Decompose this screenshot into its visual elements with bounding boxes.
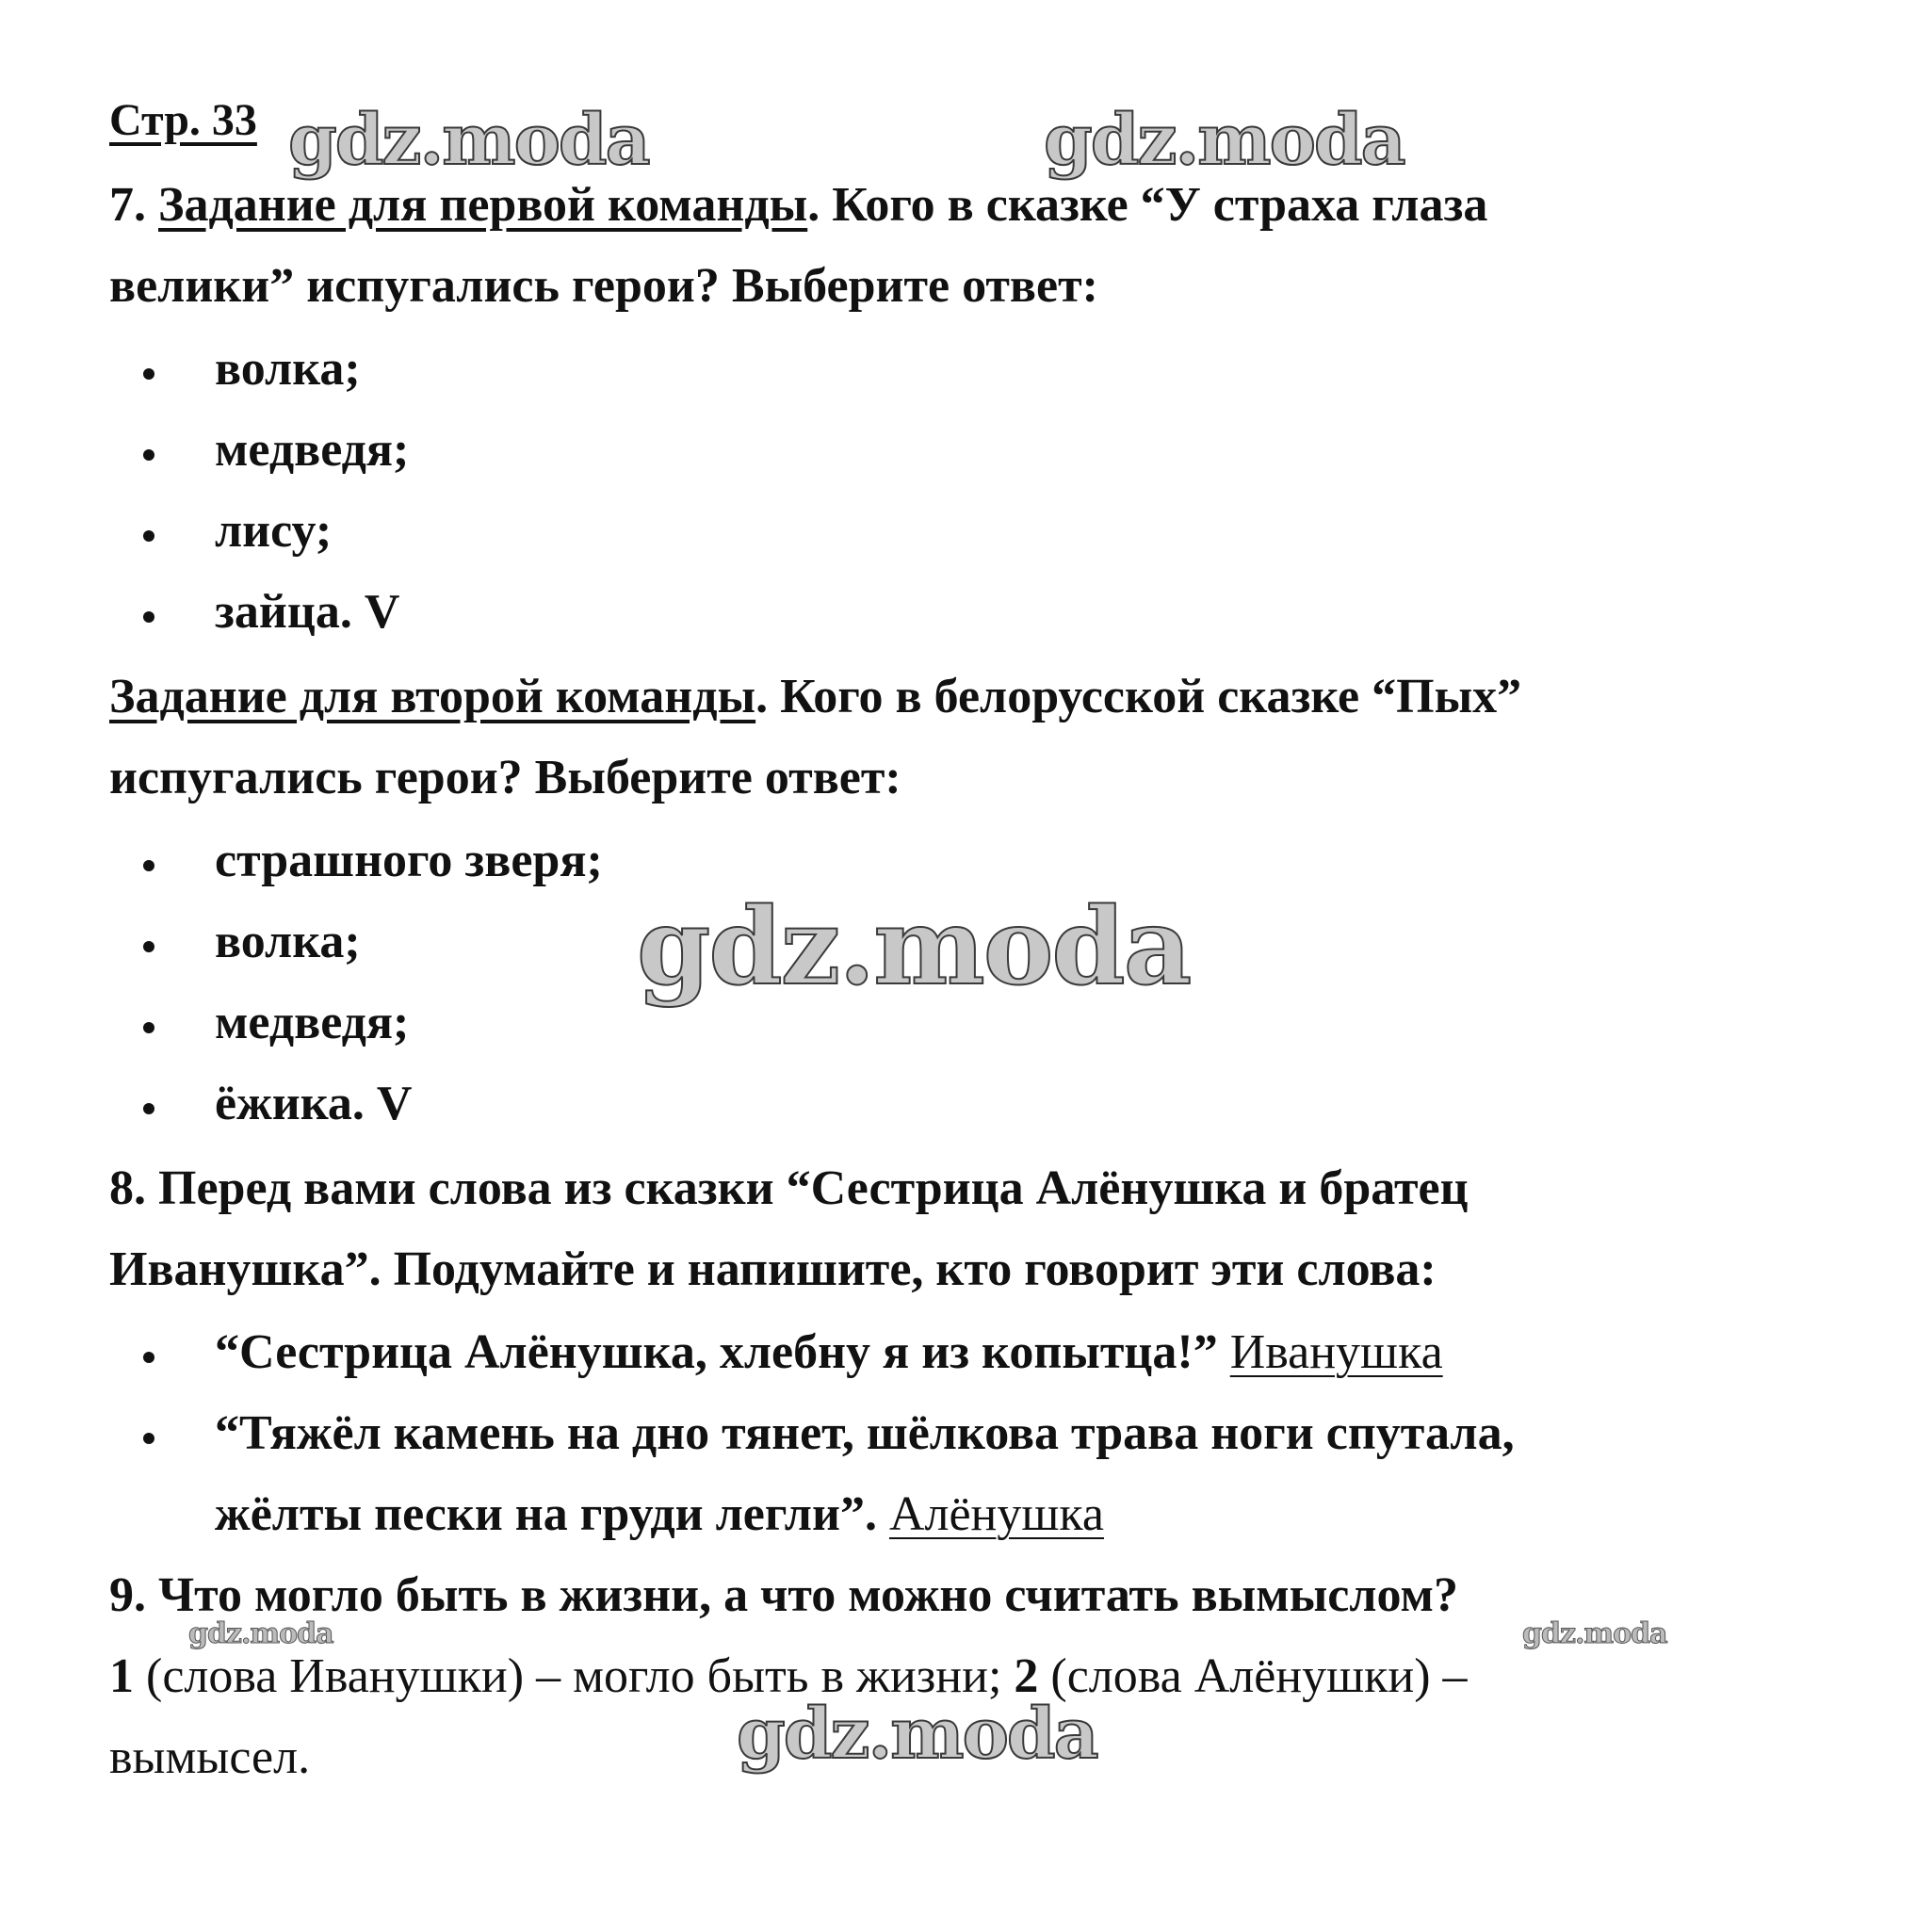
team2-option-4: ёжика. V xyxy=(215,1077,413,1130)
bullet-icon xyxy=(143,1352,154,1363)
task9-answer-text2: (слова Алёнушки) – xyxy=(1038,1649,1468,1703)
watermark: gdz.moda xyxy=(737,1694,1097,1775)
task8-question-line1: 8. Перед вами слова из сказки “Сестрица Алёнушка и братец xyxy=(109,1161,1469,1215)
watermark: gdz.moda xyxy=(1044,100,1405,181)
team2-title: Задание для второй команды xyxy=(109,670,756,723)
task8-item-2-line2 xyxy=(215,1487,1104,1541)
team2-line1 xyxy=(109,670,1522,723)
bullet-icon xyxy=(143,1022,154,1033)
bullet-icon xyxy=(143,1103,154,1114)
task9-answer-line2: вымысел. xyxy=(109,1730,311,1784)
task8-item1-answer: Иванушка xyxy=(1229,1325,1443,1379)
team1-question-part1: . Кого в сказке “У страха глаза xyxy=(807,178,1488,232)
team2-option-3: медведя; xyxy=(215,996,410,1049)
team2-question-part2: испугались герои? Выберите ответ: xyxy=(109,751,901,804)
task8-item2-answer: Алёнушка xyxy=(888,1487,1104,1541)
task8-item-1 xyxy=(215,1325,1443,1379)
team1-option-1: волка; xyxy=(215,342,361,396)
task9-answer-num1: 1 xyxy=(109,1649,134,1703)
task9-answer-text1: (слова Иванушки) – могло быть в жизни; xyxy=(134,1649,1015,1703)
team1-title: Задание для первой команды xyxy=(158,178,808,232)
team2-option-2: волка; xyxy=(215,915,361,968)
team1-option-2: медведя; xyxy=(215,423,410,477)
bullet-icon xyxy=(143,530,154,542)
task9-answer-num2: 2 xyxy=(1014,1649,1039,1703)
watermark: gdz.moda xyxy=(288,100,649,181)
team2-question-part1: . Кого в белорусской сказке “Пых” xyxy=(755,670,1522,723)
task7-line1 xyxy=(109,178,1488,232)
task8-item2-quote-line1: “Тяжёл камень на дно тянет, шёлкова трава ноги спутала, xyxy=(215,1406,1515,1460)
watermark: gdz.moda xyxy=(637,885,1191,1009)
task8-item2-quote-line2: жёлты пески на груди легли”. xyxy=(215,1487,877,1541)
task8-item1-quote: “Сестрица Алёнушка, хлебну я из копытца!” xyxy=(215,1325,1218,1379)
page-label: Стр. 33 xyxy=(109,95,257,145)
watermark: gdz.moda xyxy=(188,1617,333,1650)
watermark: gdz.moda xyxy=(1522,1617,1667,1650)
task9-question: 9. Что могло быть в жизни, а что можно считать вымыслом? xyxy=(109,1568,1458,1622)
team1-option-3: лису; xyxy=(215,504,333,558)
bullet-icon xyxy=(143,860,154,871)
bullet-icon xyxy=(143,1433,154,1444)
task8-question-line2: Иванушка”. Подумайте и напишите, кто говорит эти слова: xyxy=(109,1242,1437,1296)
task7-number: 7. xyxy=(109,178,158,232)
team1-option-4: зайца. V xyxy=(215,585,400,639)
bullet-icon xyxy=(143,611,154,623)
bullet-icon xyxy=(143,449,154,461)
team1-question-part2: велики” испугались герои? Выберите ответ: xyxy=(109,259,1098,313)
team2-option-1: страшного зверя; xyxy=(215,834,603,887)
bullet-icon xyxy=(143,941,154,952)
bullet-icon xyxy=(143,368,154,380)
